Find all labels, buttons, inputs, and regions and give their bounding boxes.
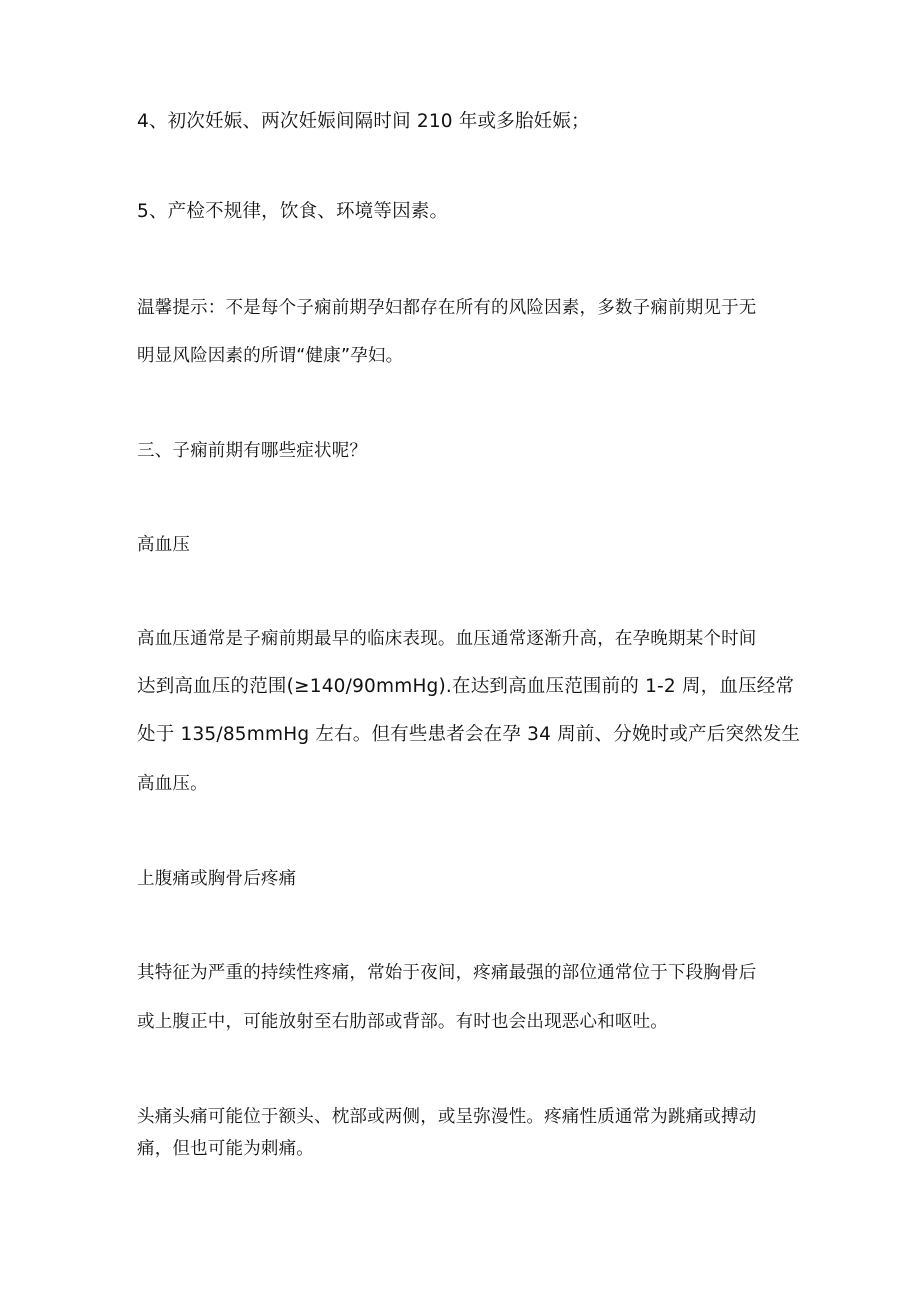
tip-paragraph-line-1: 温馨提示：不是每个子痫前期孕妇都存在所有的风险因素，多数子痫前期见于无	[137, 298, 757, 318]
hypertension-paragraph-line-1: 高血压通常是子痫前期最早的临床表现。血压通常逐渐升高，在孕晚期某个时间	[137, 629, 757, 649]
headache-paragraph-line-2: 痛，但也可能为刺痛。	[137, 1139, 314, 1159]
pain-paragraph-line-1: 其特征为严重的持续性疼痛，常始于夜间，疼痛最强的部位通常位于下段胸骨后	[137, 963, 757, 983]
hypertension-paragraph-line-2: 达到高血压的范围(≥140/90mmHg).在达到高血压范围前的 1-2 周，血压经常	[137, 676, 795, 697]
section-heading: 三、子痫前期有哪些症状呢？	[137, 441, 368, 461]
list-item-5: 5、产检不规律，饮食、环境等因素。	[137, 201, 449, 222]
pain-paragraph-line-2: 或上腹正中，可能放射至右肋部或背部。有时也会出现恶心和呕吐。	[137, 1012, 668, 1032]
hypertension-paragraph-line-3: 处于 135/85mmHg 左右。但有些患者会在孕 34 周前、分娩时或产后突然发生	[137, 724, 801, 745]
list-item-4: 4、初次妊娠、两次妊娠间隔时间 210 年或多胎妊娠；	[137, 111, 590, 132]
tip-paragraph-line-2: 明显风险因素的所谓“健康”孕妇。	[137, 346, 404, 366]
headache-paragraph-line-1: 头痛头痛可能位于额头、枕部或两侧，或呈弥漫性。疼痛性质通常为跳痛或搏动	[137, 1107, 757, 1127]
subheading-pain: 上腹痛或胸骨后疼痛	[137, 869, 297, 889]
hypertension-paragraph-line-4: 高血压。	[137, 774, 208, 794]
subheading-hypertension: 高血压	[137, 535, 191, 555]
